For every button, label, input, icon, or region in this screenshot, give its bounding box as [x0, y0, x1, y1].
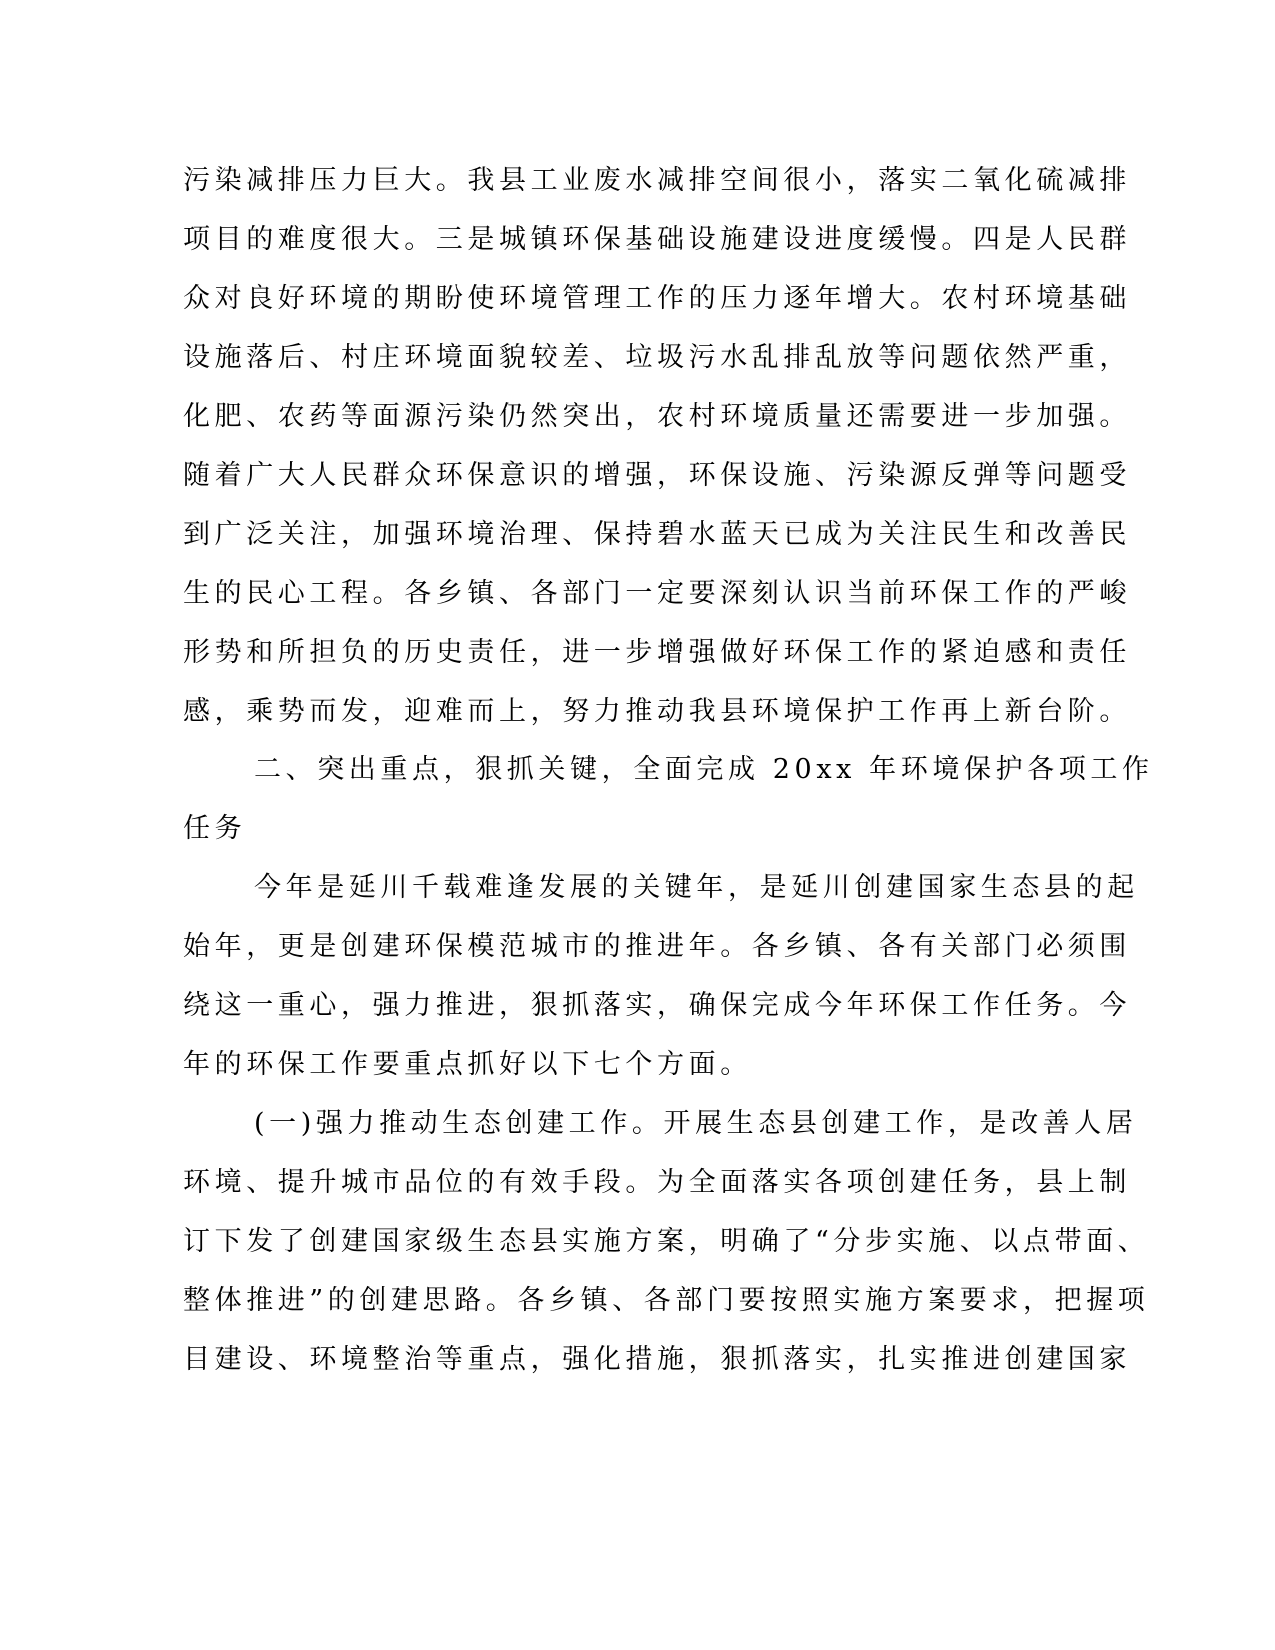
text-line: 绕这一重心，强力推进，狠抓落实，确保完成今年环保工作任务。今 — [183, 990, 1131, 1021]
text-line: 项目的难度很大。三是城镇环保基础设施建设进度缓慢。四是人民群 — [183, 224, 1131, 255]
text-line: 随着广大人民群众环保意识的增强，环保设施、污染源反弹等问题受 — [183, 460, 1131, 491]
text-line: 感，乘势而发，迎难而上，努力推动我县环境保护工作再上新台阶。 — [183, 696, 1131, 727]
text-line: 到广泛关注，加强环境治理、保持碧水蓝天已成为关注民生和改善民 — [183, 519, 1131, 550]
text-line: 环境、提升城市品位的有效手段。为全面落实各项创建任务，县上制 — [183, 1167, 1131, 1198]
text-line: 订下发了创建国家级生态县实施方案，明确了“分步实施、以点带面、 — [183, 1226, 1150, 1257]
paragraph-first-line: 今年是延川千载难逢发展的关键年，是延川创建国家生态县的起 — [254, 872, 1139, 903]
text-line: 众对良好环境的期盼使环境管理工作的压力逐年增大。农村环境基础 — [183, 283, 1131, 314]
section-heading: 二、突出重点，狠抓关键，全面完成 20xx 年环境保护各项工作 — [254, 754, 1154, 785]
text-line: 始年，更是创建环保模范城市的推进年。各乡镇、各有关部门必须围 — [183, 931, 1131, 962]
text-line: 整体推进”的创建思路。各乡镇、各部门要按照实施方案要求，把握项 — [183, 1285, 1150, 1316]
text-line: 生的民心工程。各乡镇、各部门一定要深刻认识当前环保工作的严峻 — [183, 578, 1131, 609]
paragraph-first-line: (一)强力推动生态创建工作。开展生态县创建工作，是改善人居 — [254, 1108, 1138, 1139]
section-heading-continuation: 任务 — [183, 813, 247, 844]
text-line: 化肥、农药等面源污染仍然突出，农村环境质量还需要进一步加强。 — [183, 401, 1131, 432]
text-line: 年的环保工作要重点抓好以下七个方面。 — [183, 1049, 752, 1080]
text-line: 目建设、环境整治等重点，强化措施，狠抓落实，扎实推进创建国家 — [183, 1344, 1131, 1375]
text-line: 设施落后、村庄环境面貌较差、垃圾污水乱排乱放等问题依然严重， — [183, 342, 1131, 373]
text-line: 污染减排压力巨大。我县工业废水减排空间很小，落实二氧化硫减排 — [183, 165, 1131, 196]
text-line: 形势和所担负的历史责任，进一步增强做好环保工作的紧迫感和责任 — [183, 637, 1131, 668]
